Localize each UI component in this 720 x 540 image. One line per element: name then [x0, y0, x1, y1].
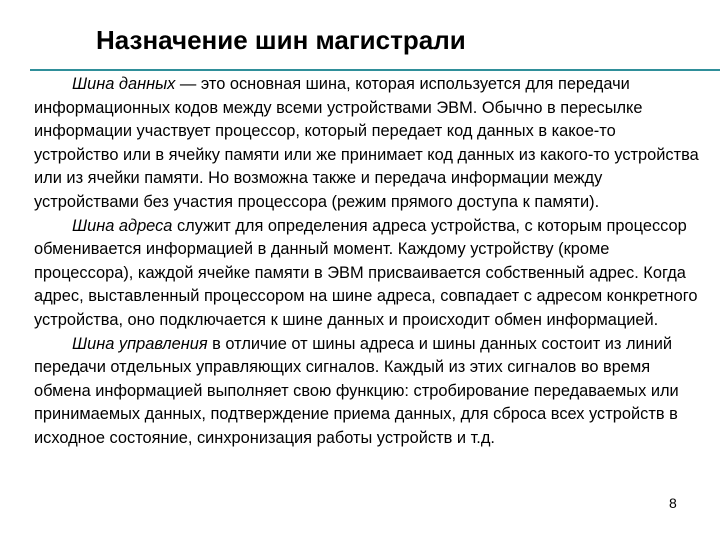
paragraph-text: в отличие от шины адреса и шины данных состоит из линий передачи отдельных управляющих сигналов. Каждый из этих сигналов во время обмена информацией выполняет свою функцию: стробирование передаваемых или принимаемых данных, подтверждение приема данных, для сброса всех устройств в исходное состояние, синхронизация работы устройств и т.д.	[34, 334, 679, 447]
paragraph-text: — это основная шина, которая используется для передачи информационных кодов между всеми устройствами ЭВМ. Обычно в пересылке информации участвует процессор, который передает код данных в какое-то устройство или в ячейку памяти или же принимает код данных из какого-то устройства или из ячейки памяти. Но возможна также и передача информации между устройствами без участия процессора (режим прямого доступа к памяти).	[34, 75, 699, 211]
paragraph-text: служит для определения адреса устройства, с которым процессор обменивается информацией в данный момент. Каждому устройству (кроме процессора), каждой ячейке памяти в ЭВМ присваивается собственный адрес. Когда адрес, выставленный процессором на шине адреса, совпадает с адресом конкретного устройства, оно подключается к шине данных и происходит обмен информацией.	[34, 216, 698, 329]
paragraph-data-bus	[34, 73, 702, 215]
term-control-bus: Шина управления	[72, 334, 208, 353]
paragraph-address-bus	[34, 215, 702, 333]
term-data-bus: Шина данных	[72, 75, 176, 93]
slide-body	[34, 73, 702, 451]
title-divider	[30, 69, 720, 71]
page-number: 8	[669, 495, 677, 511]
paragraph-control-bus	[34, 333, 702, 451]
slide-title: Назначение шин магистрали	[96, 25, 466, 55]
term-address-bus: Шина адреса	[72, 216, 173, 235]
